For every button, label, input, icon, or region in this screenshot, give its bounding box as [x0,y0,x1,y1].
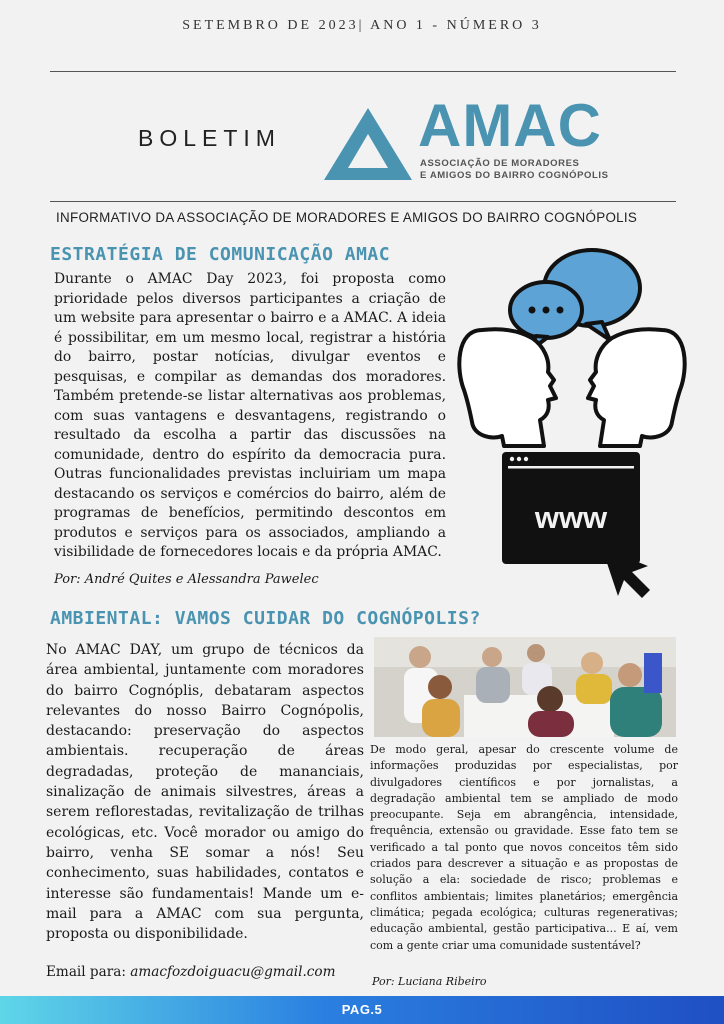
email-label: Email para: [46,964,131,980]
browser-window-icon [502,452,640,564]
amac-logo-triangle-icon [322,104,414,184]
page-number: PAG.5 [341,1002,383,1017]
email-line [46,964,336,980]
boletim-label: BOLETIM [138,125,281,151]
head-right-icon [588,329,685,446]
email-address[interactable]: amacfozdoiguacu@gmail.com [130,964,336,980]
footer-bar [0,996,724,1024]
logo-subtitle-2: E AMIGOS DO BAIRRO COGNÓPOLIS [420,170,609,181]
article2-body: No AMAC DAY, um grupo de técnicos da área ambiental, juntamente com moradores do bairro Cognóplis, debataram aspectos relevantes do nosso Bairro Cognópolis, destacando: preservação do aspectos ambientais. recuperação de áreas degradadas, proteção de mananciais, sinalização de animais silvestres, áreas a serem reflorestadas, revitalização de trilhas ecológicas, etc. Você morador ou amigo do bairro, venha SE somar a nós! Seu conhecimento, suas habilidades, contatos e interesse são fundamentais! Mande um e-mail para a AMAC com sua pergunta, proposta ou disponibilidade. [46,642,364,943]
header-divider [50,201,676,202]
article1-byline: Por: André Quites e Alessandra Pawelec [54,572,319,587]
article1-body: Durante o AMAC Day 2023, foi proposta como prioridade pelos diversos participantes a criação de um website para apresentar o bairro e a AMAC. A ideia é possibilitar, em um mesmo local, registrar a história do bairro, postar notícias, divulgar eventos e pesquisas, e compilar as demandas dos moradores. Também pretende-se listar alternativas aos problemas, com suas vantagens e desvantagens, registrando o resultado da escolha a partir das discussões na comunidade, dentro do espírito da democracia pura. Outras funcionalidades previstas incluiriam um mapa destacando os serviços e comércios do bairro, além de programas de benefícios, permitindo descontos em produtos e serviços para os associados, ampliando a visibilidade de fornecedores locais e da própria AMAC. [54,271,446,560]
article2-title: AMBIENTAL: VAMOS CUIDAR DO COGNÓPOLIS? [50,608,481,629]
article1-title: ESTRATÉGIA DE COMUNICAÇÃO AMAC [50,244,391,265]
tagline: INFORMATIVO DA ASSOCIAÇÃO DE MORADORES E AMIGOS DO BAIRRO COGNÓPOLIS [56,210,638,225]
www-label: www [534,500,608,535]
logo-subtitle-1: ASSOCIAÇÃO DE MORADORES [420,158,580,169]
top-divider [50,71,676,72]
head-left-icon [459,329,556,446]
issue-line: SETEMBRO DE 2023| ANO 1 - NÚMERO 3 [182,18,542,33]
meeting-photo [374,637,676,737]
website-communication-illustration [452,240,692,600]
article2-side-body: De modo geral, apesar do crescente volume de informações produzidas por especialistas, por divulgadores científicos e por jornalistas, a degradação ambiental tem se ampliado de modo preocupante. Seja em abrangência, intensidade, frequência, extensão ou gravidade. Esse fato tem se verificado a tal ponto que novos conceitos têm sido criados para descrever a situação e as propostas de solução a ela: sociedade de risco; problemas e conflitos ambientais; limites planetários; emergência climática; pegada ecológica; culturas regenerativas; educação ambiental, gestão participativa... E aí, vem com a gente criar uma comunidade sustentável? [370,743,678,952]
article2-side-byline: Por: Luciana Ribeiro [372,975,487,988]
logo-wordmark: AMAC [418,92,602,159]
